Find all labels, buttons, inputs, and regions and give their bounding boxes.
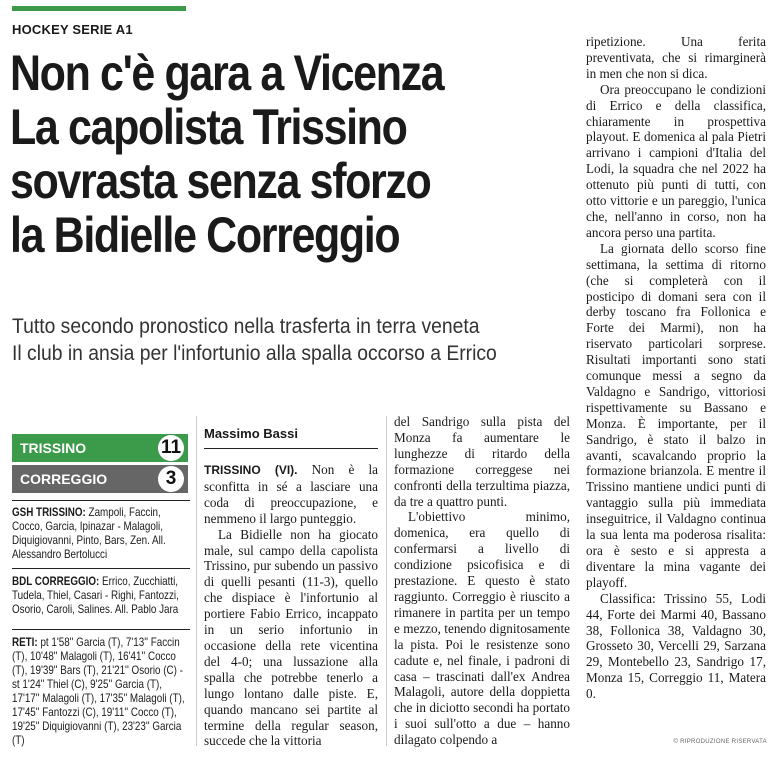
away-lineup: [12, 574, 190, 616]
home-lineup: [12, 505, 190, 561]
home-team-score-bar: [12, 434, 188, 462]
article-column-2: [394, 414, 570, 748]
article-paragraph: Classifica: Trissino 55, Lodi 44, Forte dei Marmi 40, Bassano 38, Follonica 38, Valdagno 30, Grosseto 30, Vercelli 29, Sarzana 29, Montebello 23, Sandrigo 17, Monza 15, Correggio 11, Matera 0.: [586, 590, 766, 702]
box-divider: [12, 500, 190, 501]
byline-divider: [204, 448, 378, 449]
home-lineup-label: GSH TRISSINO:: [12, 505, 86, 519]
home-team-score: 11: [158, 435, 184, 461]
copyright-note: © RIPRODUZIONE RISERVATA: [673, 739, 767, 745]
section-accent-bar: [12, 6, 186, 11]
section-kicker: HOCKEY SERIE A1: [12, 22, 133, 37]
away-team-score: 3: [158, 466, 184, 492]
headline: [10, 46, 492, 262]
article-paragraph: [204, 462, 378, 527]
box-divider: [12, 568, 190, 569]
article-column-3: [586, 34, 766, 702]
article-paragraph: Ora preoccupano le condizioni di Errico e della classifica, chiaramente in prospettiva playout. E domenica al pala Pietri arrivano i campioni d'Italia del Lodi, la squadra che nel 2022 ha ottenuto più punti di tutti, con otto vittorie e un pareggio, l'unica che, nell'anno in corso, non ha ancora perso una partita.: [586, 81, 766, 240]
subhead-line: Il club in ansia per l'infortunio alla spalla occorso a Errico: [12, 342, 497, 365]
away-team-score-bar: [12, 465, 188, 493]
article-paragraph: del Sandrigo sulla pista del Monza fa aumentare le lunghezze di ritardo della formazione correggese nei confronti della terzultima piazza, da tre a quattro punti.: [394, 414, 570, 509]
subheadline: [12, 313, 497, 367]
goals-summary: [12, 635, 190, 747]
article-paragraph: ripetizione. Una ferita preventivata, che si rimarginerà in men che non si dica.: [586, 34, 766, 81]
article-column-1: [204, 462, 378, 749]
away-lineup-text: Errico, Zucchiatti, Tudela, Thiel, Casari - Righi, Fantozzi, Osorio, Caroli, Salines. All. Pablo Jara: [12, 574, 179, 616]
box-divider: [12, 629, 190, 630]
headline-line: La capolista Trissino: [10, 99, 407, 155]
headline-line: la Bidielle Correggio: [10, 207, 400, 263]
author-byline: Massimo Bassi: [204, 426, 298, 441]
column-separator: [196, 416, 197, 746]
column-separator: [386, 416, 387, 746]
goals-text: pt 1'58'' Garcia (T), 7'13'' Faccin (T), 10'48'' Malagoli (T), 16'41'' Cocco (T), 19'39'' Bars (T), 21'21'' Osorio (C) - st 1'24'' Thiel (C), 9'25'' Garcia (T), 17'17'' Malagoli (T), 17'35'' Malagoli (T), 17'45'' Fantozzi (C), 19'11'' Cocco (T), 19'25'' Diquigiovanni (T), 23'23'' Garcia (T): [12, 635, 185, 747]
away-team-name: CORREGGIO: [20, 471, 108, 487]
goals-label: RETI:: [12, 635, 38, 649]
article-paragraph: La giornata dello scorso fine settimana, la settima di ritorno (che si completerà con il posticipo di domani sera con il derby toscano fra Follonica e Forte dei Marmi), non ha riservato particolari sorprese. Risultati importanti sono stati comunque messi a segno da Valdagno e Sandrigo, vittoriosi rispettivamente su Bassano e Monza. È importante, per il Sandrigo, è stato il balzo in avanti, scavalcando proprio la formazione brianzola. E mentre il Trissino mantiene undici punti di vantaggio sulla più immediata inseguitrice, il Valdagno continua la sua lenta ma poderosa risalita: ora è sesto e si appresta a diventare la mina vagante dei playoff.: [586, 240, 766, 590]
subhead-line: Tutto secondo pronostico nella trasferta in terra veneta: [12, 315, 480, 338]
home-team-name: TRISSINO: [20, 440, 87, 456]
away-lineup-label: BDL CORREGGIO:: [12, 574, 100, 588]
headline-line: sovrasta senza sforzo: [10, 153, 431, 209]
article-paragraph: L'obiettivo minimo, domenica, era quello di confermarsi a livello di condizione psicofisica e di prestazione. E questo è stato raggiunto. Correggio è riuscito a rimanere in partita per un tempo e mezzo, tenendo dignitosamente la pista. Poi le resistenze sono cadute e, nel finale, i padroni di casa – trascinati dall'ex Andrea Malagoli, autore della doppietta che in diciotto secondi ha portato i suoi sull'otto a due – hanno dilagato colpendo a: [394, 509, 570, 748]
home-lineup-text: Zampoli, Faccin, Cocco, Garcia, Ipinazar - Malagoli, Diquigiovanni, Pinto, Bars, Zen. All. Alessandro Bertolucci: [12, 505, 166, 561]
dateline: TRISSINO (VI).: [204, 463, 298, 477]
article-paragraph: La Bidielle non ha giocato male, sul campo della capolista Trissino, pur subendo un passivo di quelli pesanti (11-3), quello che dispiace è l'infortunio al portiere Fabio Errico, incappato in un serio infortunio in occasione della rete vicentina del 4-0; una lussazione alla spalla che potrebbe tenerlo a lungo lontano dalle piste. E, quando mancano sei partite al termine della regular season, succede che la vittoria: [204, 526, 378, 749]
lead-text: Non è la sconfitta in sé a lasciare una coda di preoccupazione, e nemmeno il largo punteggio.: [204, 462, 379, 526]
headline-line: Non c'è gara a Vicenza: [10, 45, 444, 101]
